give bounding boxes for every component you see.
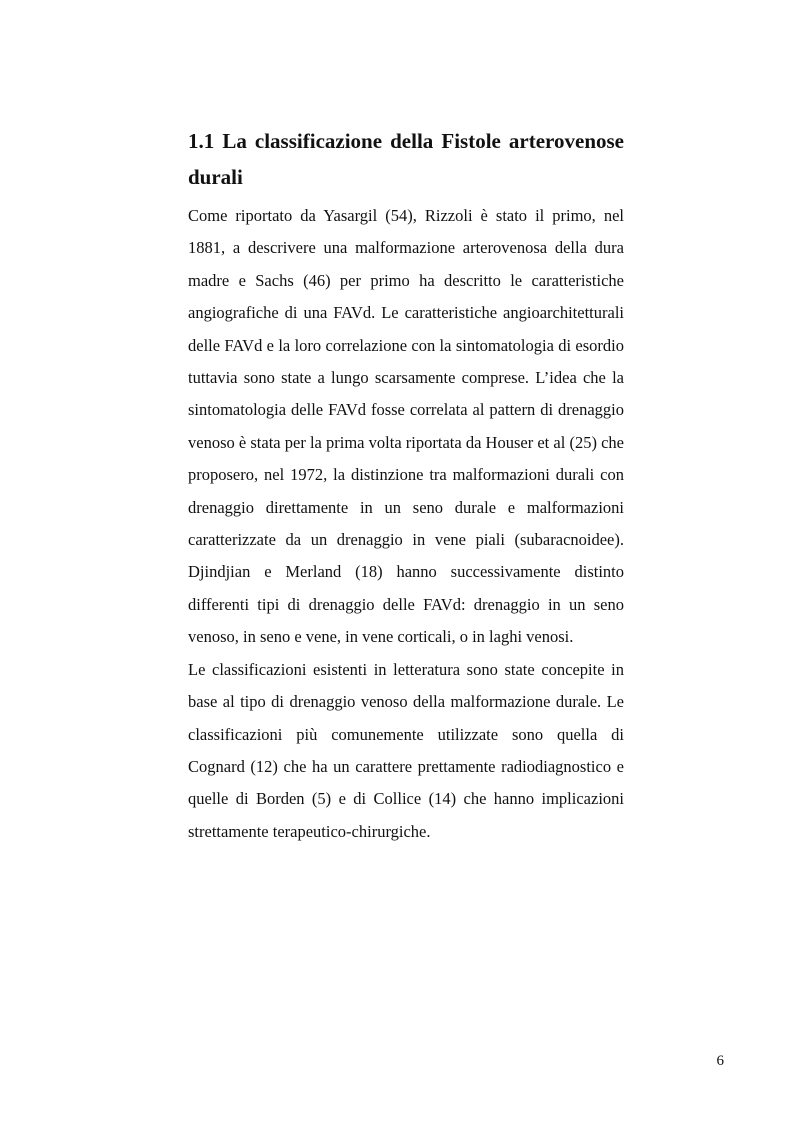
paragraph-history: Come riportato da Yasargil (54), Rizzoli è stato il primo, nel 1881, a descrivere una malformazione arterovenosa della dura madre e Sachs (46) per primo ha descritto le caratteristiche angiografiche di una FAVd. Le caratteristiche angioarchitetturali delle FAVd e la loro correlazione con la sintomatologia di esordio tuttavia sono state a lungo scarsamente comprese. L’idea che la sintomatologia delle FAVd fosse correlata al pattern di drenaggio venoso è stata per la prima volta riportata da Houser et al (25) che proposero, nel 1972, la distinzione tra malformazioni durali con drenaggio direttamente in un seno durale e malformazioni caratterizzate da un drenaggio in vene piali (subaracnoidee). Djindjian e Merland (18) hanno successivamente distinto differenti tipi di drenaggio delle FAVd: drenaggio in un seno venoso, in seno e vene, in vene corticali, o in laghi venosi. xyxy=(188,206,624,647)
page-number: 6 xyxy=(716,1053,724,1069)
paragraph-classifications: Le classificazioni esistenti in letteratura sono state concepite in base al tipo di drenaggio venoso della malformazione durale. Le classificazioni più comunemente utilizzate sono quella di Cognard (12) che ha un carattere prettamente radiodiagnostico e quelle di Borden (5) e di Collice (14) che hanno implicazioni strettamente terapeutico-chirurgiche. xyxy=(188,659,624,841)
body-text xyxy=(188,200,624,848)
section-heading: 1.1 La classificazione della Fistole arterovenose durali xyxy=(188,129,624,189)
